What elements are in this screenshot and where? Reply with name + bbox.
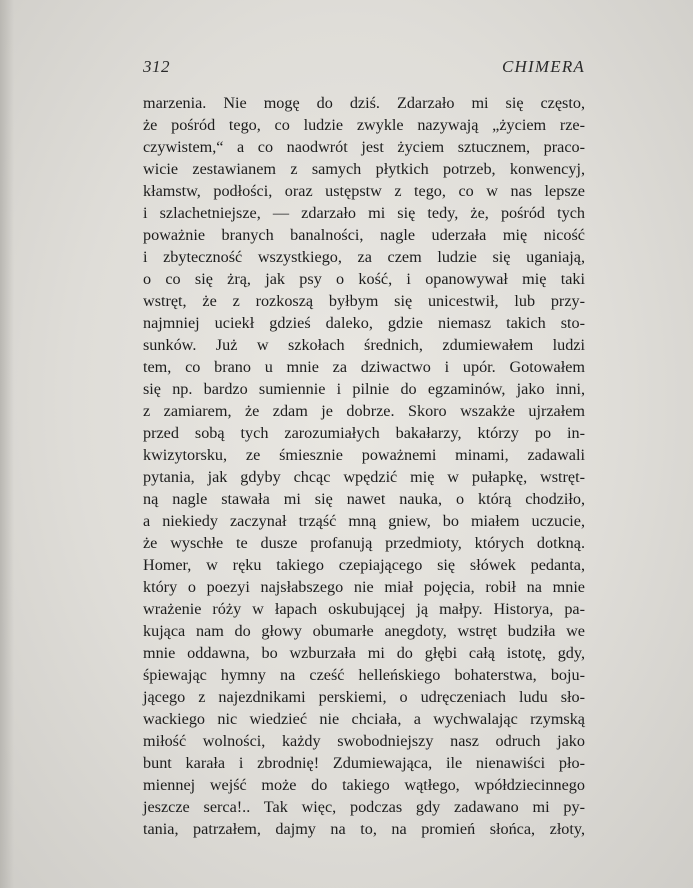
text-line: śpiewając hymny na cześć helleńskiego bohaterstwa, boju-	[143, 666, 585, 684]
text-line: czywistem,“ a co naodwrót jest życiem sztucznem, praco-	[143, 138, 585, 156]
text-line: miennej wejść może do takiego wątłego, wpółdziecinnego	[143, 776, 585, 794]
text-line: o co się żrą, jak psy o kość, i opanowywał mię taki	[143, 270, 585, 288]
text-line: i szlachetniejsze, — zdarzało mi się tedy, że, pośród tych	[143, 204, 585, 222]
text-line: tem, co brano u mnie za dziwactwo i upór. Gotowałem	[143, 358, 585, 376]
text-line: z zamiarem, że zdam je dobrze. Skoro wszakże ujrzałem	[143, 402, 585, 420]
text-line: że wyschłe te dusze profanują przedmioty, których dotkną.	[143, 534, 585, 552]
text-line: się np. bardzo sumiennie i pilnie do egzaminów, jako inni,	[143, 380, 585, 398]
text-line: wicie zestawianem z samych płytkich potrzeb, konwencyj,	[143, 160, 585, 178]
text-line: jącego z najezdnikami perskiemi, o udręczeniach ludu sło-	[143, 688, 585, 706]
text-line: bunt karała i zbrodnię! Zdumiewająca, ile nienawiści pło-	[143, 754, 585, 772]
text-line: przed sobą tych zarozumiałych bakałarzy, którzy po in-	[143, 424, 585, 442]
page-gutter-shadow	[0, 0, 14, 888]
text-line: a niekiedy zaczynał trząść mną gniew, bo miałem uczucie,	[143, 512, 585, 530]
text-line: że pośród tego, co ludzie zwykle nazywają „życiem rze-	[143, 116, 585, 134]
text-line: sunków. Już w szkołach średnich, zdumiewałem ludzi	[143, 336, 585, 354]
text-line: który o poezyi najsłabszego nie miał pojęcia, robił na mnie	[143, 578, 585, 596]
text-line: kłamstw, podłości, oraz ustępstw z tego, co w nas lepsze	[143, 182, 585, 200]
text-line: wstręt, że z rozkoszą byłbym się unicestwił, lub przy-	[143, 292, 585, 310]
running-title: CHIMERA	[502, 57, 585, 76]
text-line: najmniej uciekł gdzieś daleko, gdzie niemasz takich sto-	[143, 314, 585, 332]
text-line: Homer, w ręku takiego czepiającego się słówek pedanta,	[143, 556, 585, 574]
running-head	[143, 57, 585, 79]
text-line: jeszcze serca!.. Tak więc, podczas gdy zadawano mi py-	[143, 798, 585, 816]
text-line: mnie oddawna, bo wzburzała mi do głębi całą istotę, gdy,	[143, 644, 585, 662]
text-line: wackiego nic wiedzieć nie chciała, a wychwalając rzymską	[143, 710, 585, 728]
text-line: ną nagle stawała mi się nawet nauka, o którą chodziło,	[143, 490, 585, 508]
text-line: poważnie branych banalności, nagle uderzała mię nicość	[143, 226, 585, 244]
text-line: marzenia. Nie mogę do dziś. Zdarzało mi się często,	[143, 94, 585, 112]
text-line: pytania, jak gdyby chcąc wpędzić mię w pułapkę, wstręt-	[143, 468, 585, 486]
page-number: 312	[143, 57, 170, 76]
text-line: wrażenie róży w łapach oskubującej ją małpy. Historya, pa-	[143, 600, 585, 618]
text-line: kująca nam do głowy obumarłe anegdoty, wstręt budziła we	[143, 622, 585, 640]
text-line: miłość wolności, każdy swobodniejszy nasz odruch jako	[143, 732, 585, 750]
text-line: i zbyteczność wszystkiego, za czem ludzie się uganiają,	[143, 248, 585, 266]
body-text	[143, 92, 585, 840]
text-line: kwizytorsku, ze śmiesznie poważnemi minami, zadawali	[143, 446, 585, 464]
text-line: tania, patrzałem, dajmy na to, na promień słońca, złoty,	[143, 820, 585, 838]
